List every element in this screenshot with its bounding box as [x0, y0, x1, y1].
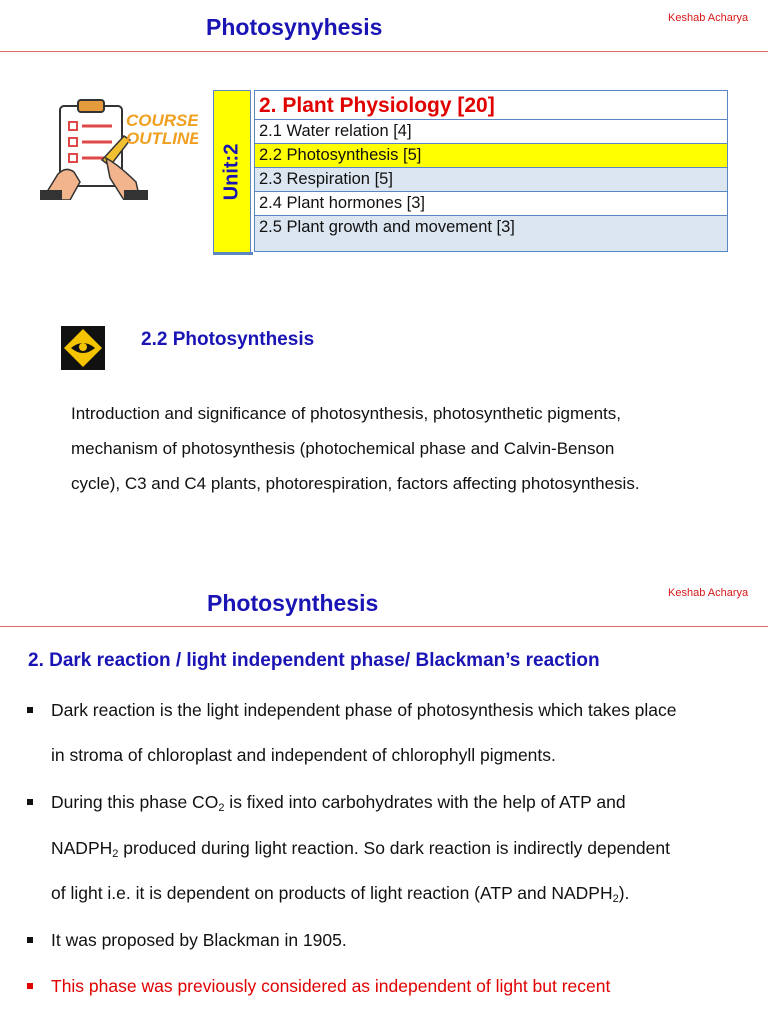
- description-line: cycle), C3 and C4 plants, photorespiration, factors affecting photosynthesis.: [71, 474, 640, 493]
- bullet-marker: [27, 937, 33, 943]
- slide2-divider: [0, 626, 768, 627]
- bullet-2-line-3: of light i.e. it is dependent on products of light reaction (ATP and $NADPH_2$).: [51, 883, 630, 905]
- road-sign-icon: [61, 326, 105, 370]
- topic-row: 2.1 Water relation [4]: [254, 120, 728, 144]
- unit-label: Unit:2: [220, 143, 243, 200]
- unit-label-tab: [213, 90, 251, 253]
- unit-tab-underline: [213, 252, 253, 255]
- illustration-line1: COURSE: [126, 111, 198, 130]
- unit-heading: 2. Plant Physiology [20]: [254, 90, 728, 120]
- slide2-title: Photosynthesis: [207, 590, 379, 616]
- clipboard-icon: [40, 96, 198, 200]
- topic-row: 2.5 Plant growth and movement [3]: [254, 216, 728, 252]
- slide1-title: Photosynyhesis: [206, 14, 383, 40]
- description-line: Introduction and significance of photosynthesis, photosynthetic pigments,: [71, 404, 622, 423]
- slide1-divider: [0, 51, 768, 52]
- topic-row-highlighted: 2.2 Photosynthesis [5]: [254, 144, 728, 168]
- slide2-author: Keshab Acharya: [668, 587, 749, 599]
- bullet-2-line-2: $NADPH_2$ produced during light reaction. So dark reaction is indirectly dependent: [51, 838, 670, 860]
- bullet-4: This phase was previously considered as independent of light but recent: [51, 976, 611, 996]
- section-heading: 2. Dark reaction / light independent phase/ Blackman’s reaction: [28, 650, 600, 671]
- topic-row: 2.3 Respiration [5]: [254, 168, 728, 192]
- topic-row: 2.4 Plant hormones [3]: [254, 192, 728, 216]
- course-outline-illustration: [40, 96, 198, 200]
- bullet-marker: [27, 707, 33, 713]
- bullet-marker: [27, 799, 33, 805]
- description-line: mechanism of photosynthesis (photochemical phase and Calvin-Benson: [71, 439, 615, 458]
- bullet-3: It was proposed by Blackman in 1905.: [51, 930, 347, 950]
- unit-topics-table: [254, 90, 728, 252]
- bullet-marker-red: [27, 983, 33, 989]
- topic-subheading: 2.2 Photosynthesis: [141, 329, 315, 350]
- topic-description: [71, 396, 731, 501]
- slide1-author: Keshab Acharya: [668, 12, 749, 24]
- illustration-line2: OUTLINE: [126, 129, 198, 148]
- bullet-1-line-1: Dark reaction is the light independent phase of photosynthesis which takes place: [51, 700, 677, 720]
- bullet-2-line-1: During this phase $CO_2$ is fixed into carbohydrates with the help of ATP and: [51, 792, 626, 814]
- bullet-1-line-2: in stroma of chloroplast and independent of chlorophyll pigments.: [51, 745, 556, 765]
